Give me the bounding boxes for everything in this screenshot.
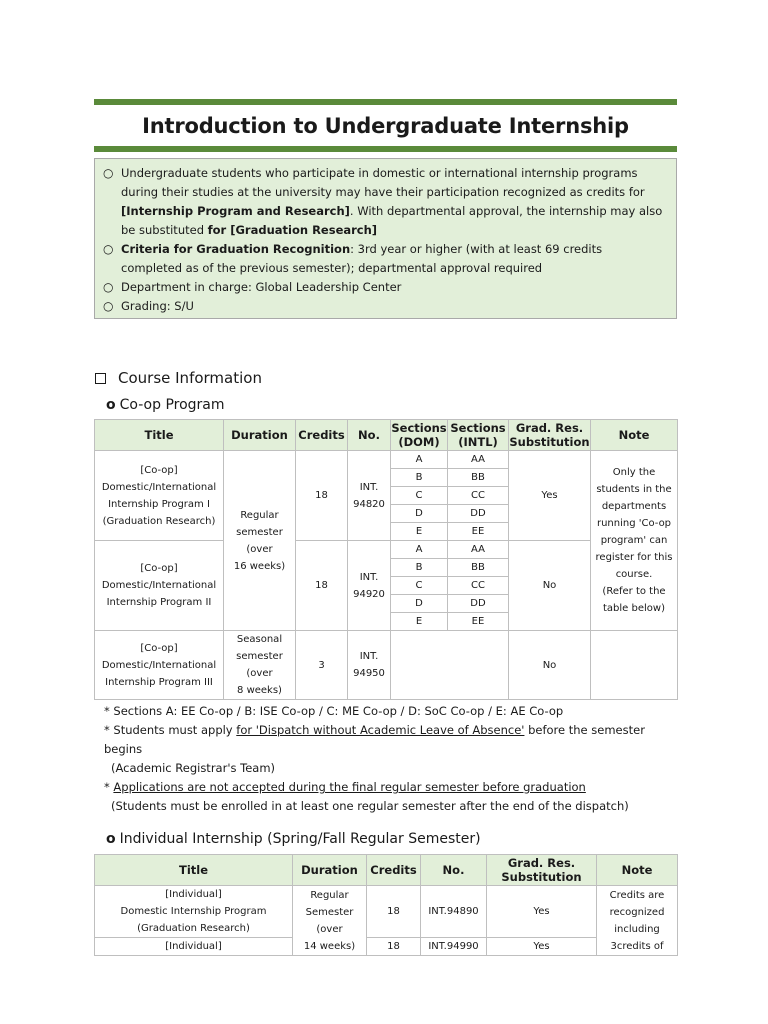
ind-row2-credits: 18 — [367, 938, 421, 956]
row1-grad-substitution: Yes — [509, 451, 591, 541]
table-row — [95, 541, 678, 559]
header-credits: Credits — [367, 855, 421, 886]
ind-row2-grad-substitution: Yes — [487, 938, 597, 956]
header-sections-intl: Sections (INTL) — [448, 420, 509, 451]
ind-row1-credits: 18 — [367, 886, 421, 938]
circle-bullet-icon: ○ — [103, 299, 114, 313]
note-final-semester: * Applications are not accepted during the final regular semester before graduation — [104, 780, 586, 794]
header-duration: Duration — [293, 855, 367, 886]
ind-note: Credits are recognized including 3credits of — [597, 886, 678, 956]
header-no: No. — [421, 855, 487, 886]
header-note: Note — [597, 855, 678, 886]
row1-credits: 18 — [296, 451, 348, 541]
section-dom: E — [391, 523, 448, 541]
row3-duration: Seasonal semester (over 8 weeks) — [224, 631, 296, 700]
note-final-semester-cont: (Students must be enrolled in at least one regular semester after the end of the dispatch) — [111, 799, 629, 813]
section-intl: AA — [448, 541, 509, 559]
regular-duration: Regular semester (over 16 weeks) — [224, 451, 296, 631]
ind-row2-title: [Individual] — [95, 938, 293, 956]
circle-bullet-icon: ○ — [103, 166, 114, 180]
section-heading-course-information: Course Information — [94, 367, 677, 389]
table-row — [95, 631, 678, 700]
page — [94, 99, 677, 956]
coop-notes — [104, 702, 677, 816]
ind-row1-title: [Individual] Domestic Internship Program (Graduation Research) — [95, 886, 293, 938]
subheading-coop-program: o Co-op Program — [106, 397, 225, 413]
section-intl: CC — [448, 577, 509, 595]
coop-course-table — [94, 419, 678, 700]
ind-row2-course-no: INT.94990 — [421, 938, 487, 956]
section-intl: EE — [448, 523, 509, 541]
header-grad-res-substitution: Grad. Res. Substitution — [509, 421, 590, 449]
header-note: Note — [591, 420, 678, 451]
table-row — [95, 938, 678, 956]
note-dispatch: * Students must apply for 'Dispatch without Academic Leave of Absence' before the semester begins — [104, 723, 645, 756]
row2-course-no: INT. 94920 — [348, 541, 391, 631]
intro-item-criteria: ○ Criteria for Graduation Recognition: 3rd year or higher (with at least 69 credits completed as of the previous semester); departmental approval required — [103, 240, 666, 278]
row2-credits: 18 — [296, 541, 348, 631]
section-intl: BB — [448, 469, 509, 487]
section-dom: B — [391, 559, 448, 577]
intro-item-grading: ○ Grading: S/U — [103, 297, 666, 316]
section-dom: C — [391, 577, 448, 595]
table-header-row — [95, 855, 678, 886]
title-top-rule — [94, 99, 677, 105]
table-header-row — [95, 420, 678, 451]
ind-duration: Regular Semester (over 14 weeks) — [293, 886, 367, 956]
table-row — [95, 451, 678, 469]
row2-grad-substitution: No — [509, 541, 591, 631]
header-sections-dom: Sections (DOM) — [391, 421, 447, 449]
section-dom: A — [391, 451, 448, 469]
header-grad-res-substitution: Grad. Res. Substitution — [487, 855, 597, 886]
circle-bullet-icon: ○ — [103, 280, 114, 294]
row1-course-no: INT. 94820 — [348, 451, 391, 541]
section-intl: AA — [448, 451, 509, 469]
row1-title: [Co-op] Domestic/International Internship Program I (Graduation Research) — [95, 451, 224, 541]
ind-row1-grad-substitution: Yes — [487, 886, 597, 938]
section-dom: C — [391, 487, 448, 505]
subheading-individual-internship: o Individual Internship (Spring/Fall Regular Semester) — [106, 831, 481, 847]
row3-note-empty — [591, 631, 678, 700]
table-row — [95, 886, 678, 938]
header-title: Title — [95, 420, 224, 451]
intro-item-overview: ○ Undergraduate students who participate in domestic or international internship programs during their studies at the university may have their participation recognized as credits for [Internship Program and Research]. With departmental approval, the internship may also be substituted for [Graduation Research] — [103, 164, 666, 240]
header-duration: Duration — [224, 420, 296, 451]
row3-title: [Co-op] Domestic/International Internship Program III — [95, 631, 224, 700]
section-dom: D — [391, 505, 448, 523]
circle-bullet-icon: ○ — [103, 242, 114, 256]
header-no: No. — [348, 420, 391, 451]
row3-credits: 3 — [296, 631, 348, 700]
o-bullet-icon: o — [106, 831, 116, 847]
ind-row1-course-no: INT.94890 — [421, 886, 487, 938]
note-sections: * Sections A: EE Co-op / B: ISE Co-op / C: ME Co-op / D: SoC Co-op / E: AE Co-op — [104, 704, 564, 718]
row2-title: [Co-op] Domestic/International Internship Program II — [95, 541, 224, 631]
section-intl: DD — [448, 595, 509, 613]
note-dispatch-cont: (Academic Registrar's Team) — [111, 761, 276, 775]
square-bullet-icon — [95, 373, 106, 384]
coop-note: Only the students in the departments running 'Co-op program' can register for this course. (Refer to the table below) — [591, 451, 678, 631]
row3-sections-empty — [391, 631, 509, 700]
intro-item-department: ○ Department in charge: Global Leadership Center — [103, 278, 666, 297]
section-dom: E — [391, 613, 448, 631]
section-intl: EE — [448, 613, 509, 631]
section-dom: B — [391, 469, 448, 487]
o-bullet-icon: o — [106, 397, 116, 413]
header-credits: Credits — [296, 420, 348, 451]
section-intl: BB — [448, 559, 509, 577]
section-dom: A — [391, 541, 448, 559]
row3-grad-substitution: No — [509, 631, 591, 700]
section-intl: CC — [448, 487, 509, 505]
section-intl: DD — [448, 505, 509, 523]
title-bottom-rule — [94, 146, 677, 152]
page-title: Introduction to Undergraduate Internship — [142, 114, 629, 138]
header-title: Title — [95, 855, 293, 886]
row3-course-no: INT. 94950 — [348, 631, 391, 700]
individual-course-table — [94, 854, 678, 956]
section-dom: D — [391, 595, 448, 613]
intro-box — [94, 158, 677, 319]
